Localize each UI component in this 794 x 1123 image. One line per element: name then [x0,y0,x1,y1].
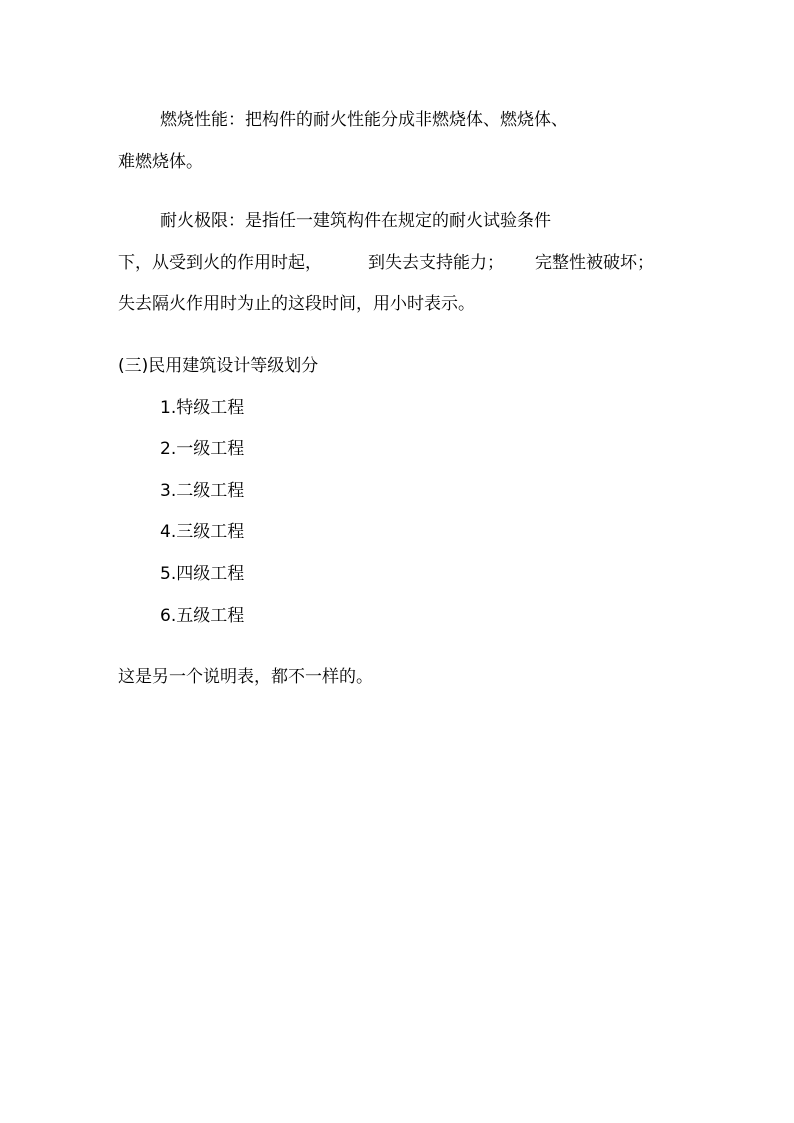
list-item: 4.三级工程 [160,522,245,542]
list-item: 2.一级工程 [160,439,245,459]
paragraph-2-line-2-part-2: 到失去支持能力； [368,253,504,273]
paragraph-1-line-2: 难燃烧体。 [118,152,203,172]
paragraph-1-line-1: 燃烧性能：把构件的耐火性能分成非燃烧体、燃烧体、 [160,110,568,130]
paragraph-2-line-2-part-3: 完整性被破坏； [535,253,654,273]
list-item: 5.四级工程 [160,564,245,584]
list-item: 6.五级工程 [160,606,245,626]
paragraph-2-line-2-part-1: 下，从受到火的作用时起， [118,253,322,273]
section-heading: (三)民用建筑设计等级划分 [118,356,319,376]
closing-text: 这是另一个说明表，都不一样的。 [118,667,373,687]
paragraph-2-line-1: 耐火极限：是指任一建筑构件在规定的耐火试验条件 [160,211,551,231]
list-item: 3.二级工程 [160,481,245,501]
paragraph-2-line-3: 失去隔火作用时为止的这段时间，用小时表示。 [118,294,475,314]
list-item: 1.特级工程 [160,398,245,418]
